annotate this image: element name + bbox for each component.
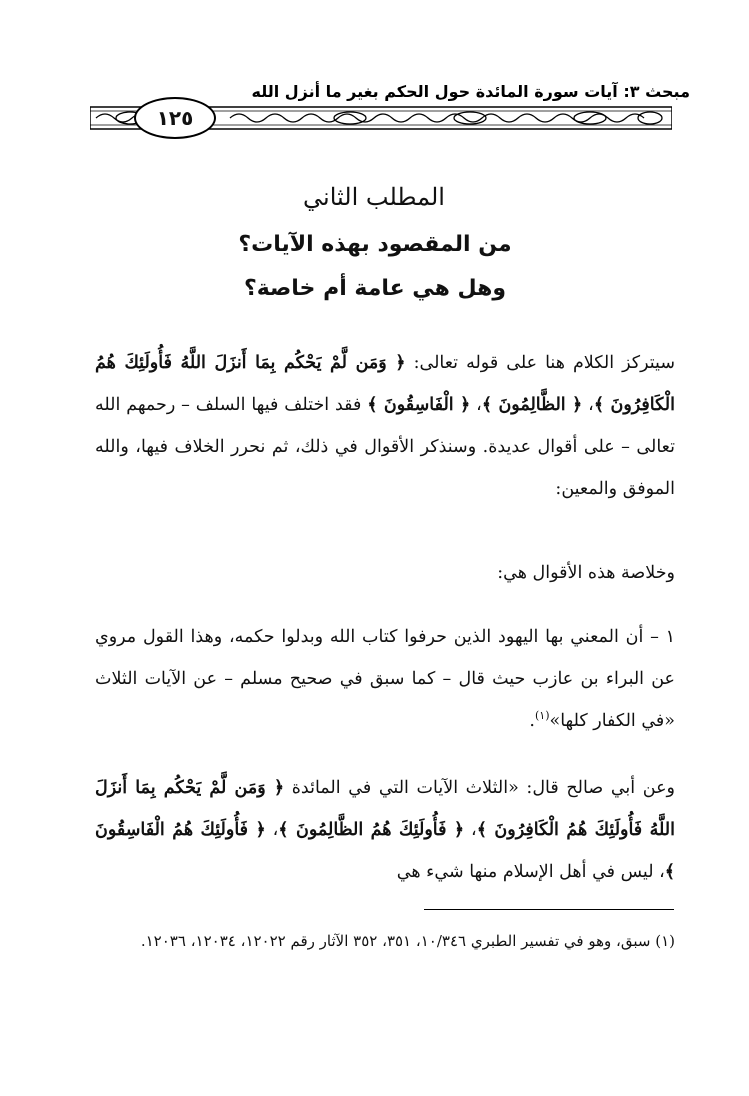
section-title-line-1: من المقصود بهذه الآيات؟	[238, 232, 512, 257]
quran-verse: ﴿ وَمَن لَّمْ يَحْكُم بِمَا أَنزَلَ اللَّهُ فَأُولَئِكَ هُمُ الْكَافِرُونَ ﴾	[95, 778, 675, 840]
footnote-divider	[424, 909, 674, 910]
footnote-reference[interactable]: (١)	[534, 709, 550, 723]
separator: ،	[470, 395, 482, 415]
paragraph-text: ، ليس في أهل الإسلام منها شيء هي	[396, 862, 665, 882]
paragraph-text: فقد اختلف فيها السلف – رحمهم الله تعالى – على أقوال عديدة. وسنذكر الأقوال في ذلك، ثم نحرر الخلاف فيها، والله الموفق والمعين:	[95, 395, 675, 499]
paragraph-summary-heading: وخلاصة هذه الأقوال هي:	[497, 563, 675, 583]
paragraph-abu-salih	[95, 767, 675, 893]
quran-verse: ﴿ وَمَن لَّمْ يَحْكُم بِمَا أَنزَلَ اللَّهُ فَأُولَئِكَ هُمُ الْكَافِرُونَ ﴾	[95, 353, 675, 415]
section-title-line-2: وهل هي عامة أم خاصة؟	[243, 276, 507, 301]
footnote: (١) سبق، وهو في تفسير الطبري ١٠/٣٤٦، ٣٥١، ٣٥٢ الآثار رقم ١٢٠٢٢، ١٢٠٣٤، ١٢٠٣٦.	[140, 932, 675, 950]
section-label: المطلب الثاني	[303, 183, 445, 211]
paragraph-first-opinion	[95, 616, 675, 742]
quran-verse: ﴿ فَأُولَئِكَ هُمُ الظَّالِمُونَ ﴾	[278, 820, 465, 840]
paragraph-text: وعن أبي صالح قال: «الثلاث الآيات التي في المائدة	[284, 778, 675, 798]
quran-verse: ﴿ الظَّالِمُونَ ﴾	[481, 395, 583, 415]
separator: ،	[582, 395, 594, 415]
quran-verse: ﴿ فَأُولَئِكَ هُمُ الْفَاسِقُونَ ﴾	[95, 820, 675, 882]
paragraph-text: .	[529, 711, 535, 731]
paragraph-text: ١ – أن المعني بها اليهود الذين حرفوا كتاب الله وبدلوا حكمه، وهذا القول مروي عن البراء بن عازب حيث قال – كما سبق في صحيح مسلم – عن الآيات الثلاث «في الكفار كلها»	[95, 627, 675, 731]
page-number: ١٢٥	[134, 97, 216, 139]
separator: ،	[265, 820, 279, 840]
separator: ،	[464, 820, 477, 840]
paragraph-intro	[95, 342, 675, 510]
quran-verse: ﴿ الْفَاسِقُونَ ﴾	[367, 395, 471, 415]
running-header: مبحث ٣: آيات سورة المائدة حول الحكم بغير ما أنزل الله	[251, 82, 690, 101]
paragraph-text: سيتركز الكلام هنا على قوله تعالى:	[405, 353, 675, 373]
